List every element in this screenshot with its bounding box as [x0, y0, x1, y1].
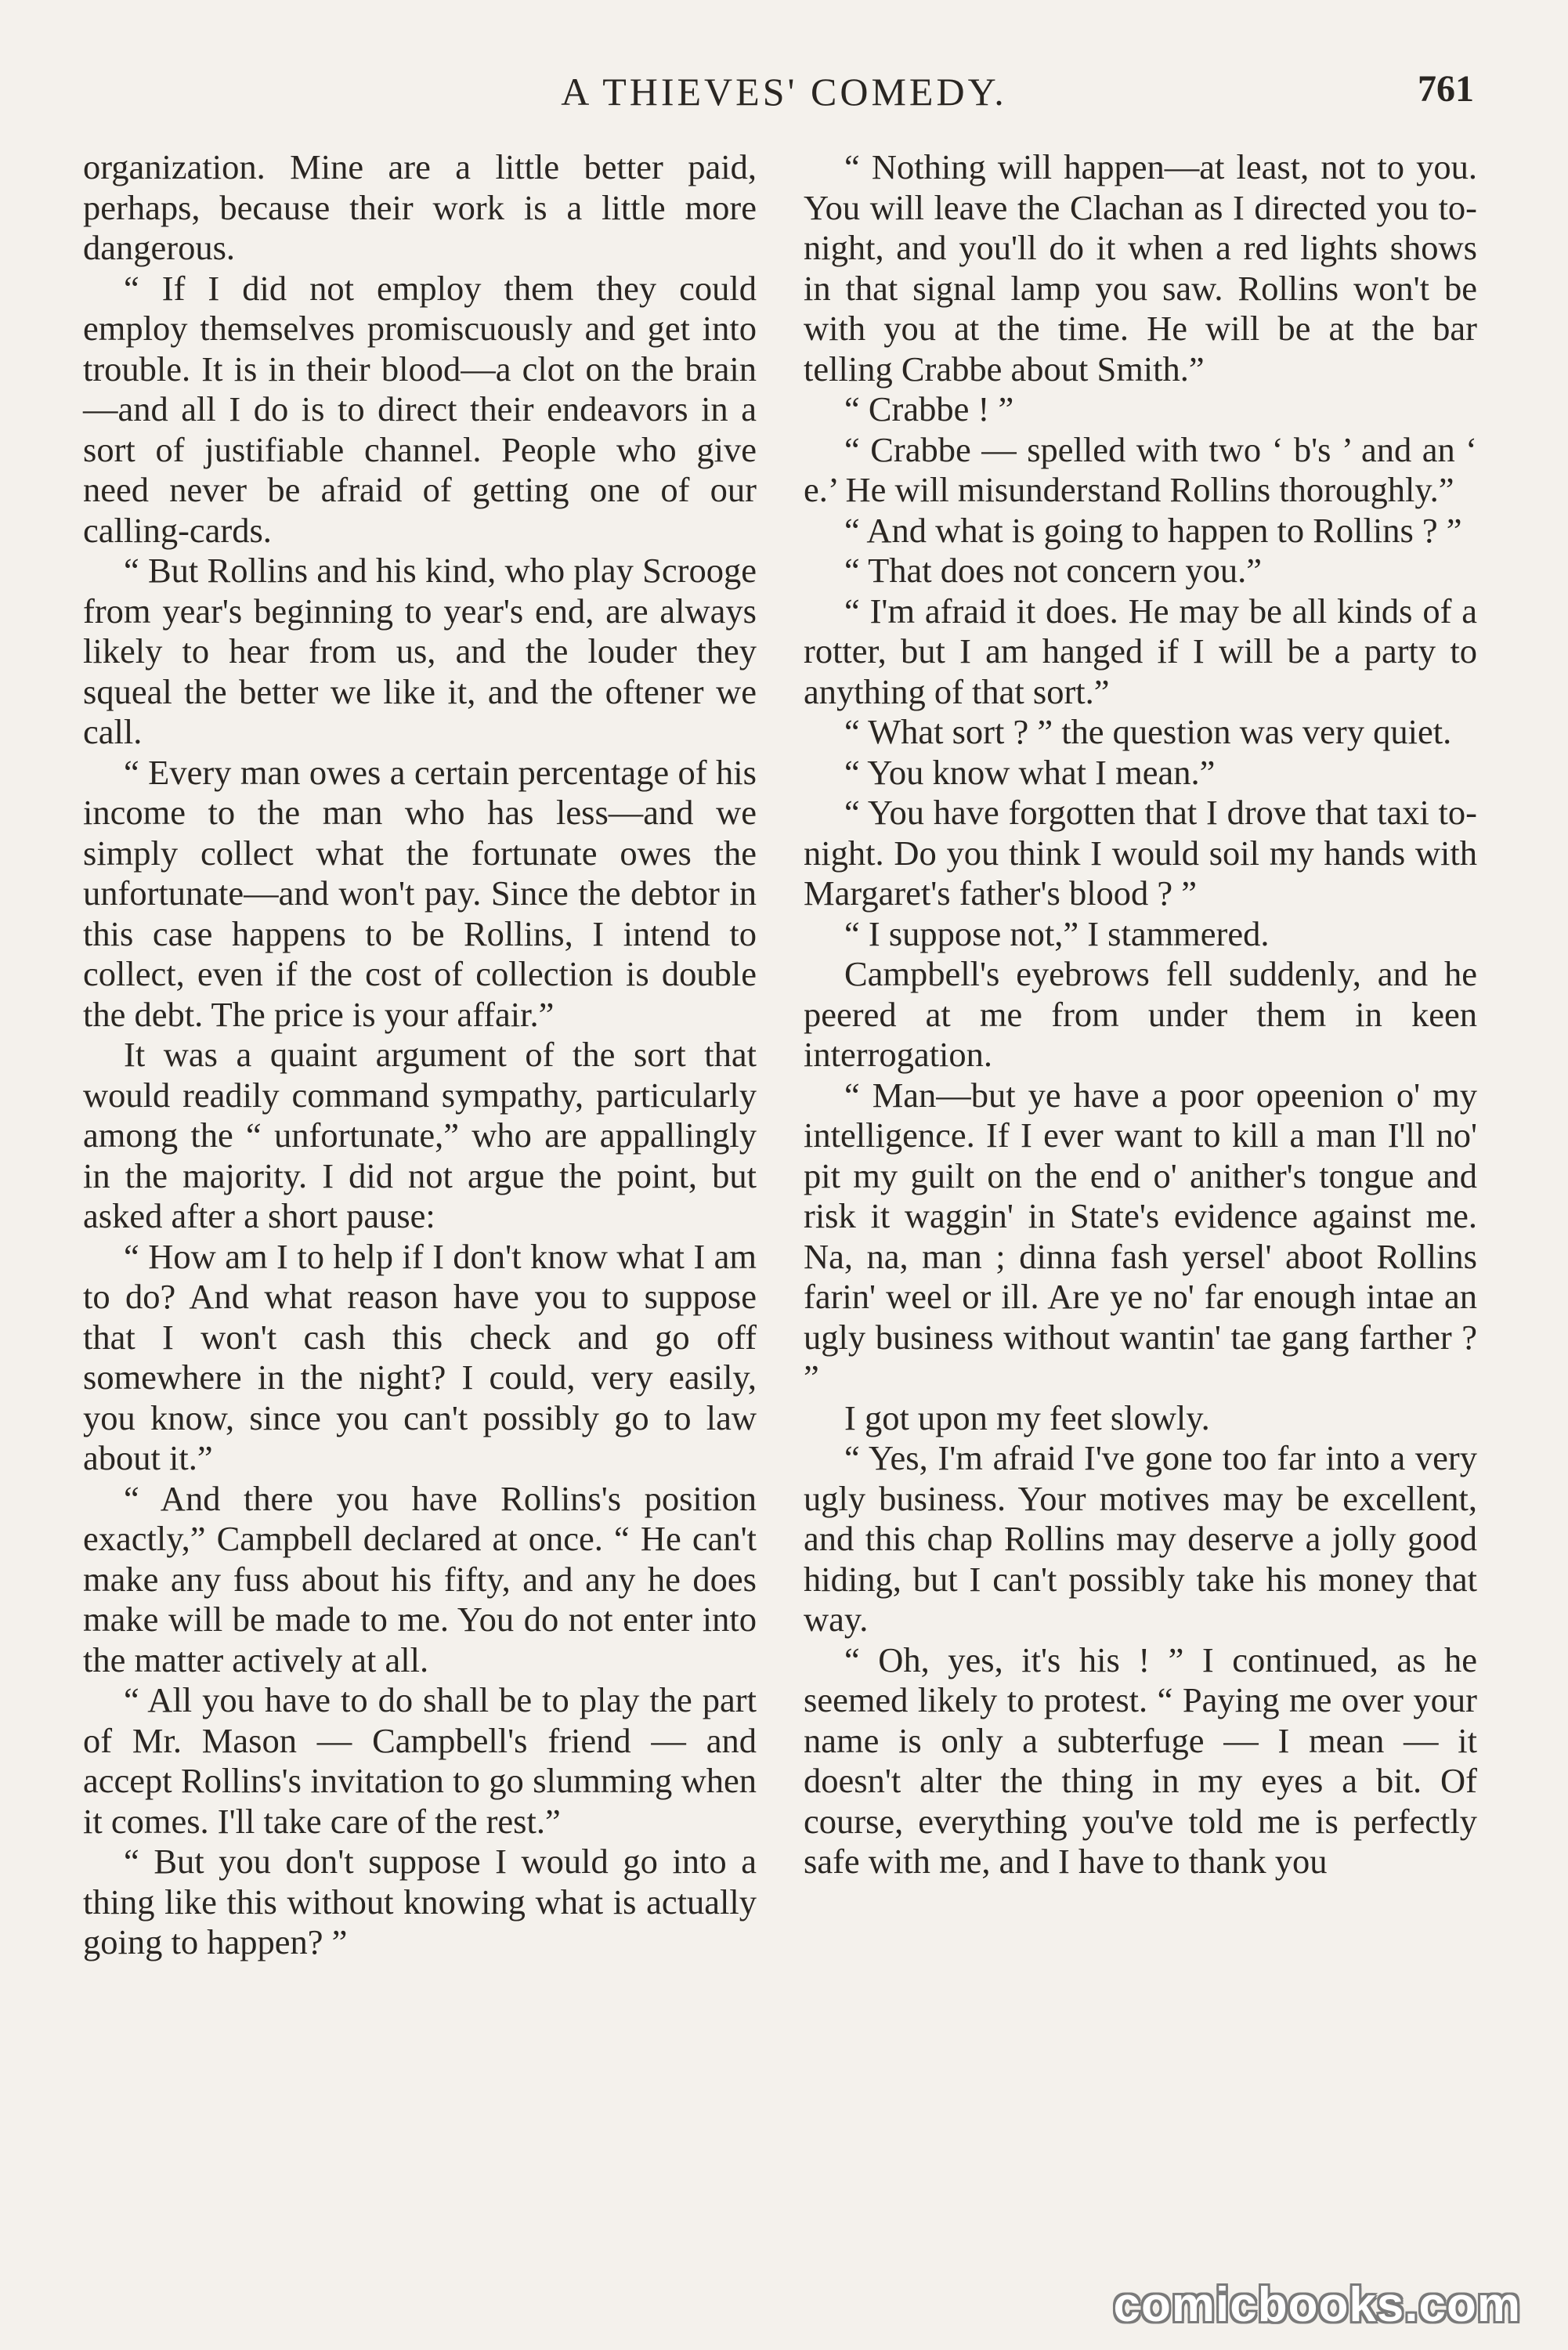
paragraph: “ If I did not employ them they could employ themselves promiscuously and get into trouble. It is in their blood—a clot on the brain—and all I do is to direct their endeavors in a sort of justifiable channel. People who give need never be afraid of getting one of our calling-cards. — [83, 268, 757, 550]
paragraph: “ I suppose not,” I stammered. — [844, 913, 1270, 953]
paragraph: “ I'm afraid it does. He may be all kinds of a rotter, but I am hanged if I will be a party to anything of that sort.” — [804, 591, 1477, 711]
paragraph: “ What sort ? ” the question was very quiet. — [844, 712, 1452, 751]
left-column — [83, 147, 757, 1963]
paragraph: “ Man—but ye have a poor opeenion o' my intelligence. If I ever want to kill a man I'll no' pit my guilt on the end o' anither's tongue and risk it waggin' in State's evidence against me. Na, na, man ; dinna fash yersel' aboot Rollins farin' weel or ill. Are ye no' far enough intae an ugly business without wantin' tae gang farther ? ” — [804, 1075, 1477, 1397]
paragraph: “ How am I to help if I don't know what I am to do? And what reason have you to suppose that I won't cash this check and go off somewhere in the night? I could, very easily, you know, since you can't possibly go to law about it.” — [83, 1236, 757, 1477]
paragraph: “ Crabbe ! ” — [844, 389, 1014, 428]
paragraph: Campbell's eyebrows fell suddenly, and he peered at me from under them in keen interrogation. — [804, 954, 1477, 1074]
paragraph: “ Nothing will happen—at least, not to you. You will leave the Clachan as I directed you to-night, and you'll do it when a red lights shows in that signal lamp you saw. Rollins won't be with you at the time. He will be at the bar telling Crabbe about Smith.” — [804, 147, 1477, 389]
paragraph: I got upon my feet slowly. — [844, 1397, 1210, 1437]
paragraph: “ But you don't suppose I would go into a thing like this without knowing what is actually going to happen? ” — [83, 1842, 757, 1961]
paragraph: “ You know what I mean.” — [844, 752, 1216, 792]
paragraph: “ All you have to do shall be to play the part of Mr. Mason — Campbell's friend — and accept Rollins's invitation to go slumming when it comes. I'll take care of the rest.” — [83, 1680, 757, 1841]
paragraph: “ But Rollins and his kind, who play Scrooge from year's beginning to year's end, are always likely to hear from us, and the louder they squeal the better we like it, and the oftener we call. — [83, 551, 757, 751]
paragraph: “ Yes, I'm afraid I've gone too far into a very ugly business. Your motives may be excellent, and this chap Rollins may deserve a jolly good hiding, but I can't possibly take his money that way. — [804, 1438, 1477, 1639]
paragraph: “ Crabbe — spelled with two ‘ b's ’ and an ‘ e.’ He will misunderstand Rollins thoroughly.” — [804, 429, 1477, 509]
paragraph: “ And there you have Rollins's position exactly,” Campbell declared at once. “ He can't make any fuss about his fifty, and any he does make will be made to me. You do not enter into the matter actively at all. — [83, 1478, 757, 1679]
right-column — [804, 147, 1477, 1882]
paragraph: “ You have forgotten that I drove that taxi to-night. Do you think I would soil my hands with Margaret's father's blood ? ” — [804, 793, 1477, 913]
paragraph: “ That does not concern you.” — [844, 551, 1263, 590]
paragraph: “ Every man owes a certain percentage of his income to the man who has less—and we simply collect what the fortunate owes the unfortunate—and won't pay. Since the debtor in this case happens to be Rollins, I intend to collect, even if the cost of collection is double the debt. The price is your affair.” — [83, 752, 757, 1034]
paragraph: It was a quaint argument of the sort that would readily command sympathy, particularly among the “ unfortunate,” who are appallingly in the majority. I did not argue the point, but asked after a short pause: — [83, 1035, 757, 1235]
paragraph: “ And what is going to happen to Rollins ? ” — [844, 510, 1462, 550]
running-title: A THIEVES' COMEDY. — [561, 70, 1007, 114]
paragraph: organization. Mine are a little better paid, perhaps, because their work is a little more dangerous. — [83, 147, 757, 267]
paragraph: “ Oh, yes, it's his ! ” I continued, as he seemed likely to protest. “ Paying me over your name is only a subterfuge — I mean — it doesn't alter the thing in my eyes a bit. Of course, everything you've told me is perfectly safe with me, and I have to thank you — [804, 1640, 1477, 1881]
watermark-logo: comicbooks.com — [1113, 2278, 1521, 2332]
page-number: 761 — [1418, 68, 1474, 110]
